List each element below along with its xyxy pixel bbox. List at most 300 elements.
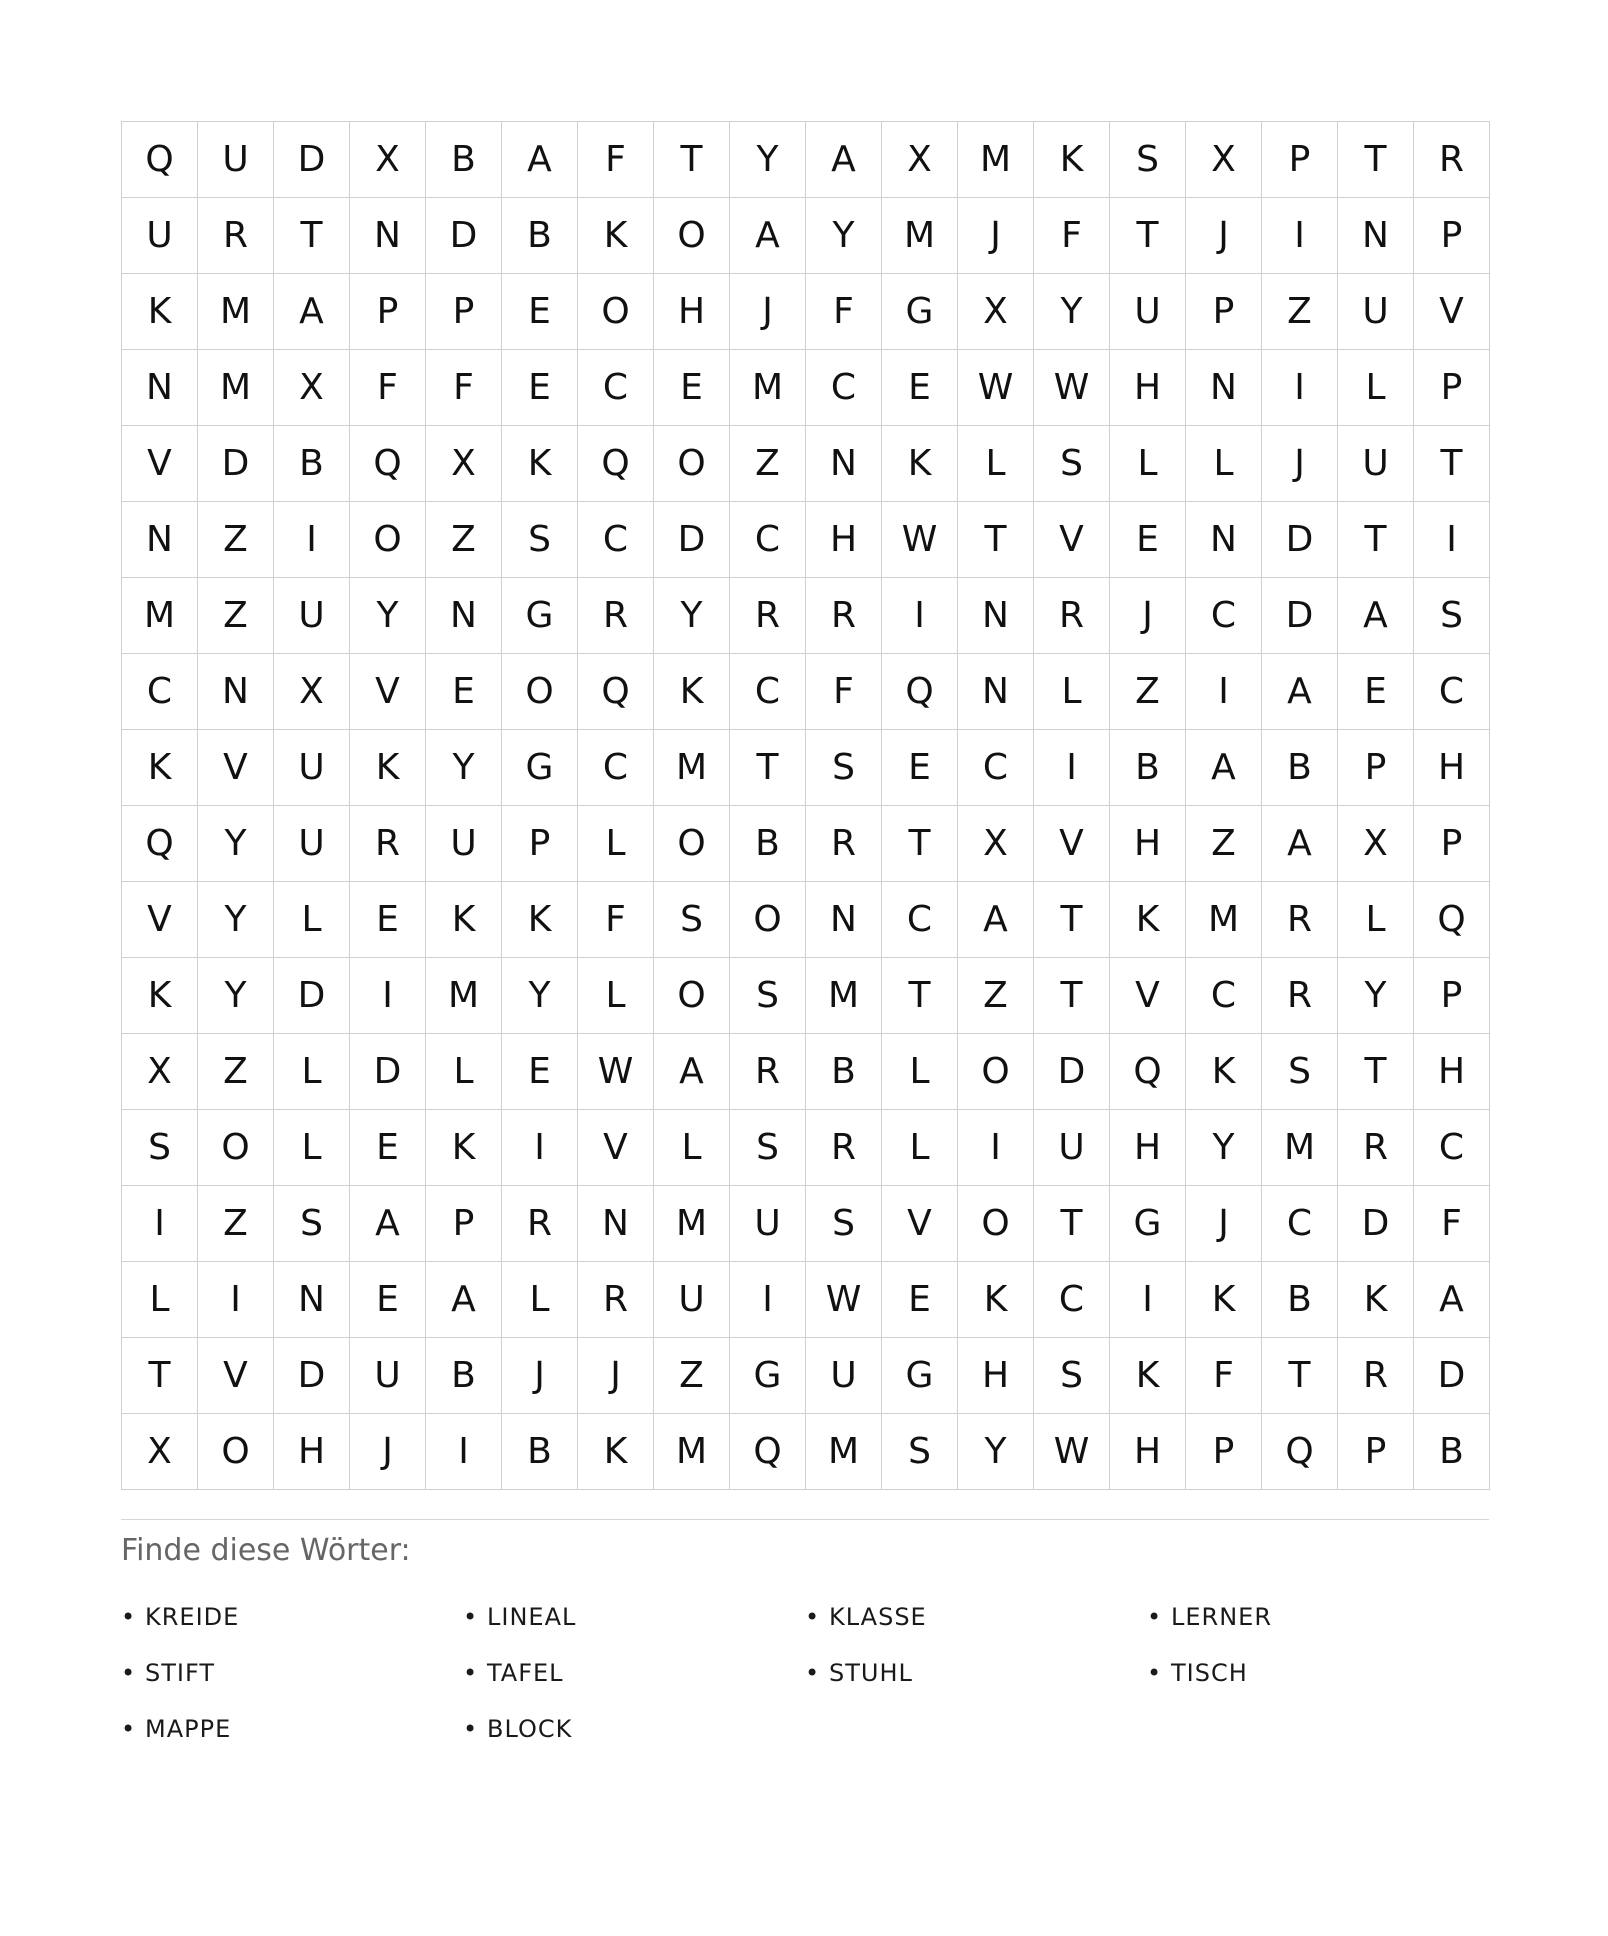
grid-cell[interactable]: E xyxy=(502,274,578,350)
grid-cell[interactable]: U xyxy=(122,198,198,274)
grid-cell[interactable]: D xyxy=(274,122,350,198)
grid-cell[interactable]: Q xyxy=(730,1414,806,1490)
grid-cell[interactable]: C xyxy=(1186,958,1262,1034)
grid-cell[interactable]: X xyxy=(1186,122,1262,198)
grid-cell[interactable]: J xyxy=(1186,198,1262,274)
grid-cell[interactable]: F xyxy=(806,654,882,730)
grid-cell[interactable]: Z xyxy=(730,426,806,502)
grid-cell[interactable]: A xyxy=(1338,578,1414,654)
grid-cell[interactable]: L xyxy=(1034,654,1110,730)
grid-cell[interactable]: F xyxy=(426,350,502,426)
grid-cell[interactable]: G xyxy=(882,1338,958,1414)
grid-cell[interactable]: V xyxy=(198,1338,274,1414)
grid-cell[interactable]: T xyxy=(654,122,730,198)
grid-cell[interactable]: E xyxy=(502,350,578,426)
grid-cell[interactable]: Y xyxy=(730,122,806,198)
grid-cell[interactable]: J xyxy=(502,1338,578,1414)
grid-cell[interactable]: S xyxy=(730,958,806,1034)
grid-cell[interactable]: R xyxy=(1338,1338,1414,1414)
grid-cell[interactable]: Q xyxy=(1414,882,1490,958)
grid-cell[interactable]: A xyxy=(958,882,1034,958)
grid-cell[interactable]: Z xyxy=(426,502,502,578)
grid-cell[interactable]: J xyxy=(1186,1186,1262,1262)
grid-cell[interactable]: L xyxy=(958,426,1034,502)
grid-cell[interactable]: C xyxy=(1262,1186,1338,1262)
grid-cell[interactable]: S xyxy=(654,882,730,958)
grid-cell[interactable]: M xyxy=(882,198,958,274)
grid-cell[interactable]: X xyxy=(122,1414,198,1490)
grid-cell[interactable]: T xyxy=(882,806,958,882)
grid-cell[interactable]: M xyxy=(1186,882,1262,958)
grid-cell[interactable]: K xyxy=(578,1414,654,1490)
grid-cell[interactable]: O xyxy=(654,958,730,1034)
grid-cell[interactable]: L xyxy=(1110,426,1186,502)
grid-cell[interactable]: E xyxy=(426,654,502,730)
grid-cell[interactable]: K xyxy=(122,274,198,350)
grid-cell[interactable]: P xyxy=(1414,350,1490,426)
grid-cell[interactable]: Y xyxy=(1034,274,1110,350)
grid-cell[interactable]: O xyxy=(502,654,578,730)
grid-cell[interactable]: L xyxy=(578,958,654,1034)
grid-cell[interactable]: D xyxy=(274,1338,350,1414)
grid-cell[interactable]: W xyxy=(882,502,958,578)
grid-cell[interactable]: O xyxy=(350,502,426,578)
grid-cell[interactable]: Z xyxy=(958,958,1034,1034)
grid-cell[interactable]: P xyxy=(1338,730,1414,806)
grid-cell[interactable]: N xyxy=(122,350,198,426)
grid-cell[interactable]: B xyxy=(502,198,578,274)
grid-cell[interactable]: U xyxy=(806,1338,882,1414)
grid-cell[interactable]: H xyxy=(654,274,730,350)
grid-cell[interactable]: P xyxy=(426,1186,502,1262)
grid-cell[interactable]: A xyxy=(274,274,350,350)
grid-cell[interactable]: Z xyxy=(1110,654,1186,730)
grid-cell[interactable]: M xyxy=(198,350,274,426)
grid-cell[interactable]: S xyxy=(274,1186,350,1262)
grid-cell[interactable]: S xyxy=(730,1110,806,1186)
grid-cell[interactable]: O xyxy=(654,426,730,502)
grid-cell[interactable]: C xyxy=(1414,654,1490,730)
grid-cell[interactable]: F xyxy=(1034,198,1110,274)
grid-cell[interactable]: R xyxy=(730,1034,806,1110)
grid-cell[interactable]: F xyxy=(1414,1186,1490,1262)
grid-cell[interactable]: F xyxy=(806,274,882,350)
grid-cell[interactable]: H xyxy=(1110,1110,1186,1186)
grid-cell[interactable]: W xyxy=(578,1034,654,1110)
grid-cell[interactable]: Z xyxy=(198,1186,274,1262)
grid-cell[interactable]: X xyxy=(274,654,350,730)
grid-cell[interactable]: P xyxy=(1186,1414,1262,1490)
grid-cell[interactable]: A xyxy=(654,1034,730,1110)
grid-cell[interactable]: U xyxy=(1110,274,1186,350)
grid-cell[interactable]: G xyxy=(1110,1186,1186,1262)
grid-cell[interactable]: A xyxy=(730,198,806,274)
grid-cell[interactable]: Y xyxy=(198,882,274,958)
grid-cell[interactable]: U xyxy=(426,806,502,882)
grid-cell[interactable]: P xyxy=(1414,806,1490,882)
grid-cell[interactable]: J xyxy=(1262,426,1338,502)
grid-cell[interactable]: P xyxy=(350,274,426,350)
grid-cell[interactable]: U xyxy=(730,1186,806,1262)
grid-cell[interactable]: I xyxy=(730,1262,806,1338)
grid-cell[interactable]: A xyxy=(1186,730,1262,806)
grid-cell[interactable]: L xyxy=(274,882,350,958)
grid-cell[interactable]: P xyxy=(1414,958,1490,1034)
grid-cell[interactable]: N xyxy=(274,1262,350,1338)
grid-cell[interactable]: B xyxy=(806,1034,882,1110)
grid-cell[interactable]: F xyxy=(578,882,654,958)
grid-cell[interactable]: E xyxy=(350,1262,426,1338)
grid-cell[interactable]: D xyxy=(350,1034,426,1110)
grid-cell[interactable]: T xyxy=(1034,1186,1110,1262)
grid-cell[interactable]: Y xyxy=(198,806,274,882)
grid-cell[interactable]: N xyxy=(1338,198,1414,274)
grid-cell[interactable]: G xyxy=(502,730,578,806)
grid-cell[interactable]: A xyxy=(1414,1262,1490,1338)
grid-cell[interactable]: D xyxy=(1414,1338,1490,1414)
grid-cell[interactable]: W xyxy=(806,1262,882,1338)
grid-cell[interactable]: S xyxy=(806,1186,882,1262)
grid-cell[interactable]: S xyxy=(122,1110,198,1186)
grid-cell[interactable]: L xyxy=(122,1262,198,1338)
grid-cell[interactable]: H xyxy=(1414,730,1490,806)
grid-cell[interactable]: X xyxy=(882,122,958,198)
grid-cell[interactable]: S xyxy=(1414,578,1490,654)
grid-cell[interactable]: I xyxy=(1034,730,1110,806)
grid-cell[interactable]: E xyxy=(882,730,958,806)
grid-cell[interactable]: B xyxy=(730,806,806,882)
grid-cell[interactable]: U xyxy=(350,1338,426,1414)
grid-cell[interactable]: U xyxy=(274,806,350,882)
grid-cell[interactable]: R xyxy=(1262,882,1338,958)
grid-cell[interactable]: O xyxy=(578,274,654,350)
grid-cell[interactable]: E xyxy=(882,1262,958,1338)
grid-cell[interactable]: V xyxy=(122,882,198,958)
grid-cell[interactable]: R xyxy=(578,1262,654,1338)
grid-cell[interactable]: T xyxy=(274,198,350,274)
grid-cell[interactable]: O xyxy=(654,198,730,274)
grid-cell[interactable]: Q xyxy=(350,426,426,502)
grid-cell[interactable]: V xyxy=(882,1186,958,1262)
grid-cell[interactable]: E xyxy=(350,1110,426,1186)
grid-cell[interactable]: I xyxy=(882,578,958,654)
grid-cell[interactable]: Q xyxy=(1110,1034,1186,1110)
grid-cell[interactable]: C xyxy=(806,350,882,426)
grid-cell[interactable]: W xyxy=(1034,1414,1110,1490)
grid-cell[interactable]: H xyxy=(806,502,882,578)
grid-cell[interactable]: R xyxy=(350,806,426,882)
grid-cell[interactable]: Z xyxy=(198,1034,274,1110)
grid-cell[interactable]: R xyxy=(578,578,654,654)
grid-cell[interactable]: R xyxy=(806,806,882,882)
grid-cell[interactable]: O xyxy=(198,1110,274,1186)
grid-cell[interactable]: D xyxy=(1034,1034,1110,1110)
grid-cell[interactable]: H xyxy=(274,1414,350,1490)
grid-cell[interactable]: A xyxy=(350,1186,426,1262)
grid-cell[interactable]: P xyxy=(502,806,578,882)
grid-cell[interactable]: L xyxy=(882,1034,958,1110)
grid-cell[interactable]: P xyxy=(1262,122,1338,198)
grid-cell[interactable]: R xyxy=(1414,122,1490,198)
grid-cell[interactable]: I xyxy=(1110,1262,1186,1338)
grid-cell[interactable]: F xyxy=(1186,1338,1262,1414)
grid-cell[interactable]: B xyxy=(426,122,502,198)
grid-cell[interactable]: F xyxy=(350,350,426,426)
grid-cell[interactable]: K xyxy=(426,1110,502,1186)
grid-cell[interactable]: Y xyxy=(1338,958,1414,1034)
grid-cell[interactable]: O xyxy=(958,1186,1034,1262)
grid-cell[interactable]: L xyxy=(882,1110,958,1186)
grid-cell[interactable]: B xyxy=(1262,730,1338,806)
grid-cell[interactable]: L xyxy=(274,1110,350,1186)
grid-cell[interactable]: A xyxy=(1262,654,1338,730)
grid-cell[interactable]: T xyxy=(122,1338,198,1414)
grid-cell[interactable]: N xyxy=(578,1186,654,1262)
grid-cell[interactable]: T xyxy=(1338,502,1414,578)
grid-cell[interactable]: E xyxy=(654,350,730,426)
grid-cell[interactable]: P xyxy=(1186,274,1262,350)
grid-cell[interactable]: R xyxy=(806,1110,882,1186)
grid-cell[interactable]: V xyxy=(122,426,198,502)
grid-cell[interactable]: N xyxy=(1186,350,1262,426)
grid-cell[interactable]: A xyxy=(502,122,578,198)
grid-cell[interactable]: I xyxy=(350,958,426,1034)
grid-cell[interactable]: S xyxy=(1110,122,1186,198)
grid-cell[interactable]: K xyxy=(1186,1262,1262,1338)
grid-cell[interactable]: T xyxy=(1110,198,1186,274)
grid-cell[interactable]: J xyxy=(958,198,1034,274)
grid-cell[interactable]: C xyxy=(882,882,958,958)
grid-cell[interactable]: B xyxy=(274,426,350,502)
grid-cell[interactable]: I xyxy=(274,502,350,578)
grid-cell[interactable]: K xyxy=(1186,1034,1262,1110)
grid-cell[interactable]: L xyxy=(654,1110,730,1186)
grid-cell[interactable]: R xyxy=(1338,1110,1414,1186)
grid-cell[interactable]: I xyxy=(198,1262,274,1338)
grid-cell[interactable]: C xyxy=(122,654,198,730)
grid-cell[interactable]: T xyxy=(958,502,1034,578)
grid-cell[interactable]: K xyxy=(882,426,958,502)
grid-cell[interactable]: G xyxy=(730,1338,806,1414)
grid-cell[interactable]: V xyxy=(1414,274,1490,350)
grid-cell[interactable]: A xyxy=(806,122,882,198)
grid-cell[interactable]: G xyxy=(882,274,958,350)
grid-cell[interactable]: L xyxy=(578,806,654,882)
grid-cell[interactable]: R xyxy=(1262,958,1338,1034)
grid-cell[interactable]: H xyxy=(1414,1034,1490,1110)
grid-cell[interactable]: Q xyxy=(1262,1414,1338,1490)
grid-cell[interactable]: L xyxy=(426,1034,502,1110)
grid-cell[interactable]: D xyxy=(1262,578,1338,654)
grid-cell[interactable]: C xyxy=(578,350,654,426)
grid-cell[interactable]: O xyxy=(730,882,806,958)
grid-cell[interactable]: I xyxy=(502,1110,578,1186)
grid-cell[interactable]: R xyxy=(730,578,806,654)
grid-cell[interactable]: L xyxy=(274,1034,350,1110)
grid-cell[interactable]: L xyxy=(1338,882,1414,958)
grid-cell[interactable]: Q xyxy=(578,426,654,502)
grid-cell[interactable]: Y xyxy=(426,730,502,806)
grid-cell[interactable]: N xyxy=(198,654,274,730)
grid-cell[interactable]: C xyxy=(1414,1110,1490,1186)
grid-cell[interactable]: C xyxy=(730,502,806,578)
grid-cell[interactable]: K xyxy=(958,1262,1034,1338)
grid-cell[interactable]: D xyxy=(198,426,274,502)
grid-cell[interactable]: K xyxy=(1110,1338,1186,1414)
grid-cell[interactable]: M xyxy=(122,578,198,654)
grid-cell[interactable]: E xyxy=(350,882,426,958)
grid-cell[interactable]: N xyxy=(806,882,882,958)
grid-cell[interactable]: K xyxy=(1338,1262,1414,1338)
grid-cell[interactable]: Q xyxy=(122,806,198,882)
grid-cell[interactable]: K xyxy=(1034,122,1110,198)
grid-cell[interactable]: M xyxy=(730,350,806,426)
grid-cell[interactable]: I xyxy=(1262,198,1338,274)
grid-cell[interactable]: Z xyxy=(1262,274,1338,350)
grid-cell[interactable]: O xyxy=(654,806,730,882)
grid-cell[interactable]: K xyxy=(122,958,198,1034)
grid-cell[interactable]: S xyxy=(806,730,882,806)
grid-cell[interactable]: B xyxy=(426,1338,502,1414)
grid-cell[interactable]: T xyxy=(1338,122,1414,198)
grid-cell[interactable]: Q xyxy=(882,654,958,730)
grid-cell[interactable]: O xyxy=(958,1034,1034,1110)
grid-cell[interactable]: T xyxy=(1414,426,1490,502)
grid-cell[interactable]: V xyxy=(1034,806,1110,882)
grid-cell[interactable]: D xyxy=(274,958,350,1034)
grid-cell[interactable]: N xyxy=(1186,502,1262,578)
grid-cell[interactable]: Y xyxy=(502,958,578,1034)
grid-cell[interactable]: L xyxy=(1338,350,1414,426)
grid-cell[interactable]: R xyxy=(806,578,882,654)
grid-cell[interactable]: Z xyxy=(654,1338,730,1414)
grid-cell[interactable]: T xyxy=(882,958,958,1034)
grid-cell[interactable]: T xyxy=(1034,958,1110,1034)
grid-cell[interactable]: M xyxy=(958,122,1034,198)
grid-cell[interactable]: R xyxy=(502,1186,578,1262)
grid-cell[interactable]: V xyxy=(350,654,426,730)
grid-cell[interactable]: K xyxy=(426,882,502,958)
grid-cell[interactable]: W xyxy=(958,350,1034,426)
grid-cell[interactable]: S xyxy=(1262,1034,1338,1110)
grid-cell[interactable]: K xyxy=(654,654,730,730)
grid-cell[interactable]: H xyxy=(1110,350,1186,426)
grid-cell[interactable]: M xyxy=(806,958,882,1034)
grid-cell[interactable]: T xyxy=(730,730,806,806)
grid-cell[interactable]: X xyxy=(958,806,1034,882)
grid-cell[interactable]: U xyxy=(274,730,350,806)
grid-cell[interactable]: U xyxy=(1338,426,1414,502)
grid-cell[interactable]: K xyxy=(122,730,198,806)
grid-cell[interactable]: C xyxy=(730,654,806,730)
grid-cell[interactable]: X xyxy=(122,1034,198,1110)
grid-cell[interactable]: V xyxy=(1110,958,1186,1034)
grid-cell[interactable]: S xyxy=(1034,1338,1110,1414)
grid-cell[interactable]: I xyxy=(1414,502,1490,578)
grid-cell[interactable]: X xyxy=(426,426,502,502)
grid-cell[interactable]: S xyxy=(502,502,578,578)
grid-cell[interactable]: F xyxy=(578,122,654,198)
grid-cell[interactable]: X xyxy=(958,274,1034,350)
grid-cell[interactable]: T xyxy=(1262,1338,1338,1414)
grid-cell[interactable]: N xyxy=(806,426,882,502)
grid-cell[interactable]: U xyxy=(654,1262,730,1338)
grid-cell[interactable]: C xyxy=(1034,1262,1110,1338)
grid-cell[interactable]: Y xyxy=(958,1414,1034,1490)
grid-cell[interactable]: Y xyxy=(654,578,730,654)
grid-cell[interactable]: C xyxy=(958,730,1034,806)
grid-cell[interactable]: W xyxy=(1034,350,1110,426)
grid-cell[interactable]: H xyxy=(958,1338,1034,1414)
grid-cell[interactable]: N xyxy=(958,654,1034,730)
grid-cell[interactable]: N xyxy=(958,578,1034,654)
grid-cell[interactable]: G xyxy=(502,578,578,654)
grid-cell[interactable]: N xyxy=(122,502,198,578)
grid-cell[interactable]: N xyxy=(426,578,502,654)
grid-cell[interactable]: B xyxy=(1262,1262,1338,1338)
grid-cell[interactable]: M xyxy=(426,958,502,1034)
grid-cell[interactable]: P xyxy=(426,274,502,350)
grid-cell[interactable]: T xyxy=(1338,1034,1414,1110)
grid-cell[interactable]: R xyxy=(198,198,274,274)
grid-cell[interactable]: T xyxy=(1034,882,1110,958)
grid-cell[interactable]: V xyxy=(198,730,274,806)
grid-cell[interactable]: U xyxy=(274,578,350,654)
grid-cell[interactable]: R xyxy=(1034,578,1110,654)
grid-cell[interactable]: D xyxy=(1262,502,1338,578)
grid-cell[interactable]: E xyxy=(1110,502,1186,578)
grid-cell[interactable]: J xyxy=(578,1338,654,1414)
grid-cell[interactable]: Z xyxy=(198,578,274,654)
grid-cell[interactable]: B xyxy=(1110,730,1186,806)
grid-cell[interactable]: Y xyxy=(350,578,426,654)
grid-cell[interactable]: A xyxy=(426,1262,502,1338)
grid-cell[interactable]: V xyxy=(578,1110,654,1186)
grid-cell[interactable]: Q xyxy=(578,654,654,730)
grid-cell[interactable]: U xyxy=(1034,1110,1110,1186)
grid-cell[interactable]: C xyxy=(578,730,654,806)
grid-cell[interactable]: J xyxy=(730,274,806,350)
grid-cell[interactable]: K xyxy=(502,426,578,502)
grid-cell[interactable]: D xyxy=(654,502,730,578)
grid-cell[interactable]: N xyxy=(350,198,426,274)
grid-cell[interactable]: L xyxy=(1186,426,1262,502)
grid-cell[interactable]: E xyxy=(882,350,958,426)
grid-cell[interactable]: Z xyxy=(1186,806,1262,882)
grid-cell[interactable]: M xyxy=(806,1414,882,1490)
grid-cell[interactable]: X xyxy=(274,350,350,426)
grid-cell[interactable]: H xyxy=(1110,1414,1186,1490)
grid-cell[interactable]: I xyxy=(1186,654,1262,730)
grid-cell[interactable]: Q xyxy=(122,122,198,198)
grid-cell[interactable]: H xyxy=(1110,806,1186,882)
grid-cell[interactable]: K xyxy=(502,882,578,958)
grid-cell[interactable]: P xyxy=(1338,1414,1414,1490)
grid-cell[interactable]: K xyxy=(578,198,654,274)
grid-cell[interactable]: C xyxy=(1186,578,1262,654)
grid-cell[interactable]: M xyxy=(654,1186,730,1262)
grid-cell[interactable]: O xyxy=(198,1414,274,1490)
grid-cell[interactable]: P xyxy=(1414,198,1490,274)
grid-cell[interactable]: I xyxy=(122,1186,198,1262)
grid-cell[interactable]: M xyxy=(198,274,274,350)
grid-cell[interactable]: Y xyxy=(806,198,882,274)
grid-cell[interactable]: Z xyxy=(198,502,274,578)
grid-cell[interactable]: B xyxy=(502,1414,578,1490)
grid-cell[interactable]: X xyxy=(1338,806,1414,882)
grid-cell[interactable]: U xyxy=(1338,274,1414,350)
grid-cell[interactable]: A xyxy=(1262,806,1338,882)
